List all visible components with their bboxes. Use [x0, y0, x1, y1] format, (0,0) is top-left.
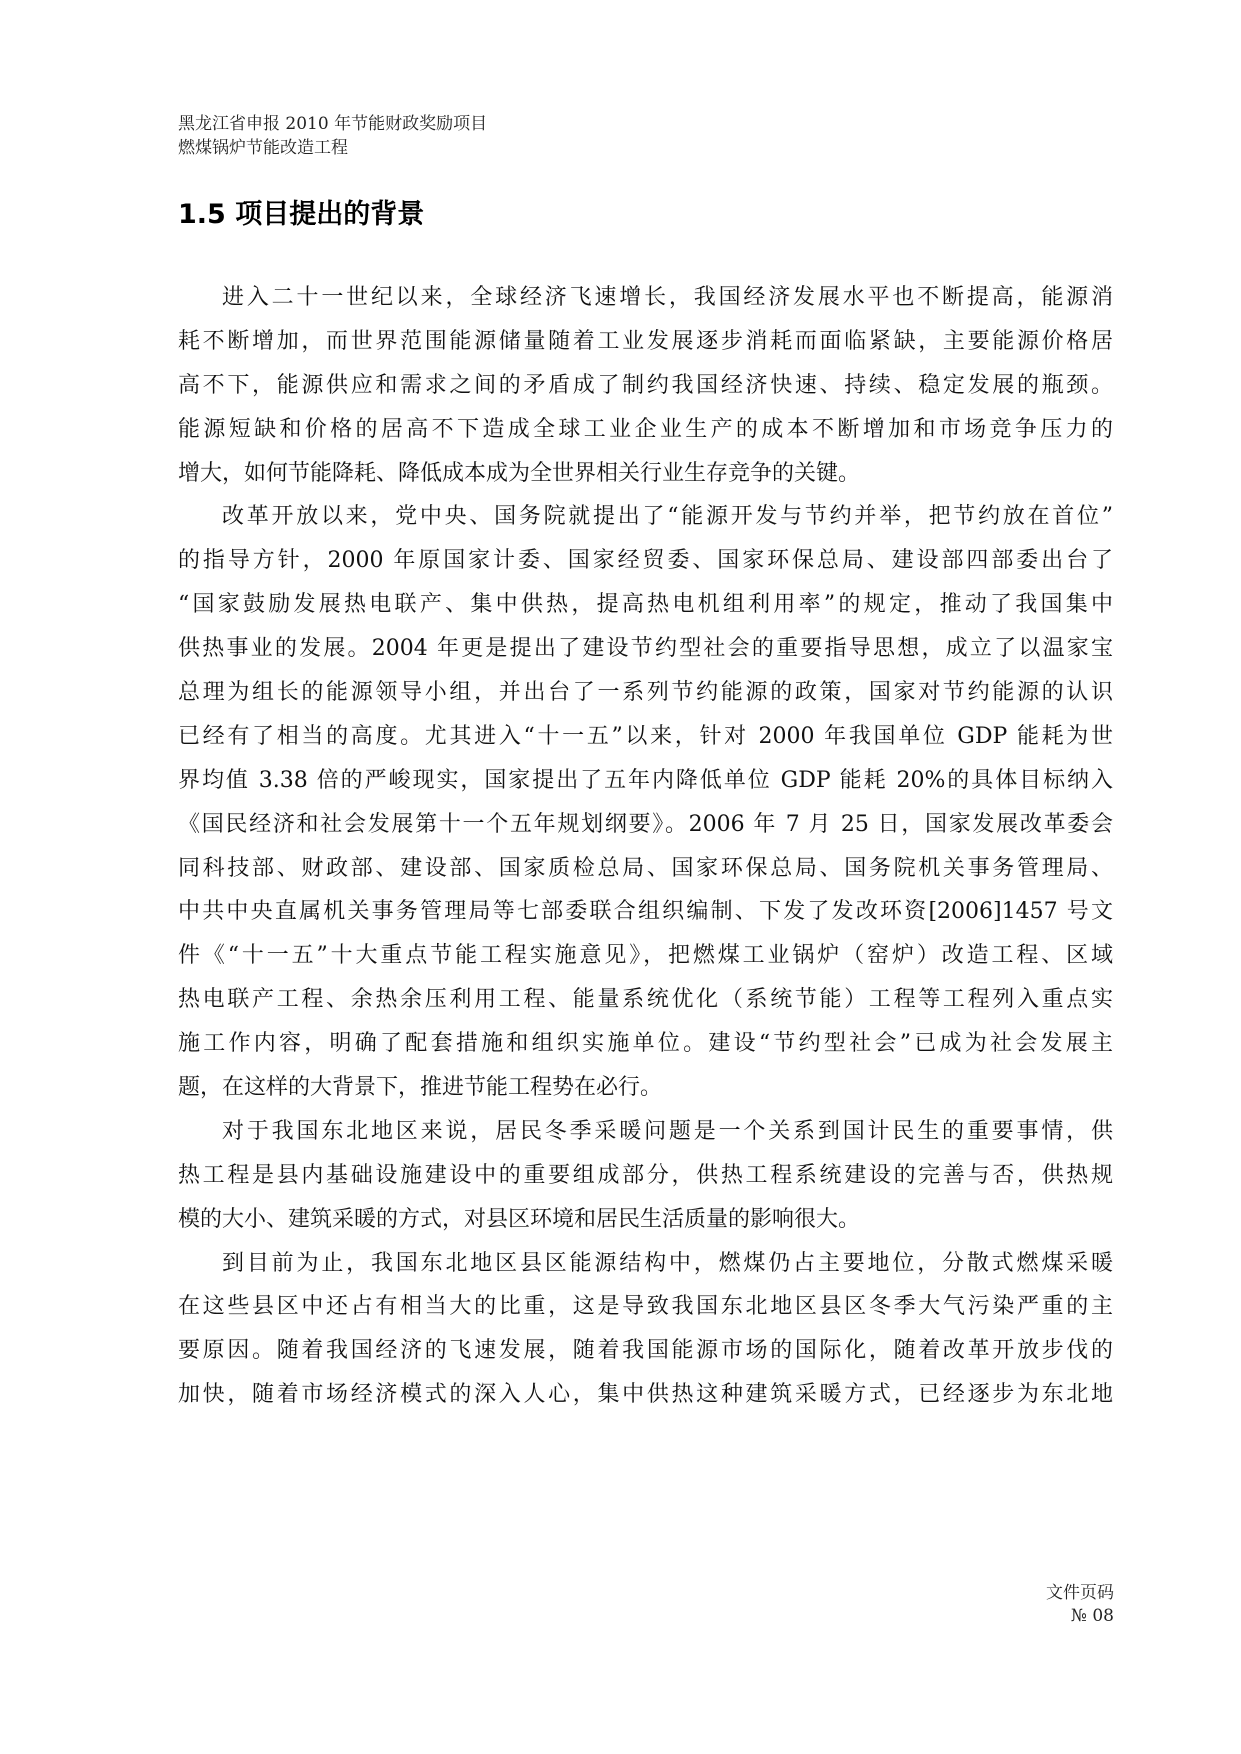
paragraph-northeast-heating	[178, 1110, 1113, 1242]
paragraph-line: 《国民经济和社会发展第十一个五年规划纲要》。2006 年 7 月 25 日，国家发展改革委会	[178, 811, 1113, 837]
paragraph-line: 对于我国东北地区来说，居民冬季采暖问题是一个关系到国计民生的重要事情，供	[222, 1118, 1113, 1144]
paragraph-line: 中共中央直属机关事务管理局等七部委联合组织编制、下发了发改环资[2006]1457 号文	[178, 899, 1113, 925]
paragraph-line: 加快，随着市场经济模式的深入人心，集中供热这种建筑采暖方式，已经逐步为东北地	[178, 1382, 1113, 1408]
page-footer	[914, 1582, 1114, 1628]
paragraph-line: 热工程是县内基础设施建设中的重要组成部分，供热工程系统建设的完善与否，供热规	[178, 1162, 1113, 1188]
paragraph-line: 题，在这样的大背景下，推进节能工程势在必行。	[178, 1075, 663, 1101]
section-title: 1.5 项目提出的背景	[178, 199, 425, 230]
paragraph-line: 已经有了相当的高度。尤其进入“十一五”以来，针对 2000 年我国单位 GDP 能耗为世	[178, 723, 1113, 749]
paragraph-line: 施工作内容，明确了配套措施和组织实施单位。建设“节约型社会”已成为社会发展主	[178, 1031, 1113, 1057]
paragraph-background	[178, 276, 1113, 495]
paragraph-line: 同科技部、财政部、建设部、国家质检总局、国家环保总局、国务院机关事务管理局、	[178, 855, 1113, 881]
footer-label: 文件页码	[1046, 1583, 1114, 1603]
paragraph-line: 热电联产工程、余热余压利用工程、能量系统优化（系统节能）工程等工程列入重点实	[178, 987, 1113, 1013]
paragraph-line: 件《“十一五”十大重点节能工程实施意见》，把燃煤工业锅炉（窑炉）改造工程、区域	[178, 943, 1113, 969]
page-number: № 08	[1070, 1606, 1114, 1626]
paragraph-line: 高不下，能源供应和需求之间的矛盾成了制约我国经济快速、持续、稳定发展的瓶颈。	[178, 372, 1113, 398]
header-project-line: 黑龙江省申报 2010 年节能财政奖励项目	[178, 114, 488, 134]
paragraph-line: 模的大小、建筑采暖的方式，对县区环境和居民生活质量的影响很大。	[178, 1206, 861, 1232]
paragraph-line: “国家鼓励发展热电联产、集中供热，提高热电机组利用率”的规定，推动了我国集中	[178, 592, 1113, 618]
paragraph-line: 总理为组长的能源领导小组，并出台了一系列节约能源的政策，国家对节约能源的认识	[178, 680, 1113, 706]
page-header	[178, 112, 878, 160]
header-subject-line: 燃煤锅炉节能改造工程	[178, 138, 348, 158]
paragraph-line: 界均值 3.38 倍的严峻现实，国家提出了五年内降低单位 GDP 能耗 20%的具体目标纳入	[178, 767, 1113, 793]
paragraph-policy	[178, 495, 1113, 1109]
paragraph-line: 要原因。随着我国经济的飞速发展，随着我国能源市场的国际化，随着改革开放步伐的	[178, 1338, 1113, 1364]
paragraph-line: 到目前为止，我国东北地区县区能源结构中，燃煤仍占主要地位，分散式燃煤采暖	[222, 1250, 1113, 1276]
body-text	[178, 276, 1113, 1417]
paragraph-line: 的指导方针，2000 年原国家计委、国家经贸委、国家环保总局、建设部四部委出台了	[178, 548, 1113, 574]
paragraph-energy-structure	[178, 1242, 1113, 1418]
paragraph-line: 增大，如何节能降耗、降低成本成为全世界相关行业生存竞争的关键。	[178, 460, 861, 486]
paragraph-line: 进入二十一世纪以来，全球经济飞速增长，我国经济发展水平也不断提高，能源消	[222, 285, 1113, 310]
paragraph-line: 改革开放以来，党中央、国务院就提出了“能源开发与节约并举，把节约放在首位”	[222, 504, 1113, 530]
paragraph-line: 能源短缺和价格的居高不下造成全球工业企业生产的成本不断增加和市场竞争压力的	[178, 416, 1113, 442]
paragraph-line: 耗不断增加，而世界范围能源储量随着工业发展逐步消耗而面临紧缺，主要能源价格居	[178, 328, 1113, 354]
paragraph-line: 供热事业的发展。2004 年更是提出了建设节约型社会的重要指导思想，成立了以温家宝	[178, 636, 1113, 662]
paragraph-line: 在这些县区中还占有相当大的比重，这是导致我国东北地区县区冬季大气污染严重的主	[178, 1294, 1113, 1320]
